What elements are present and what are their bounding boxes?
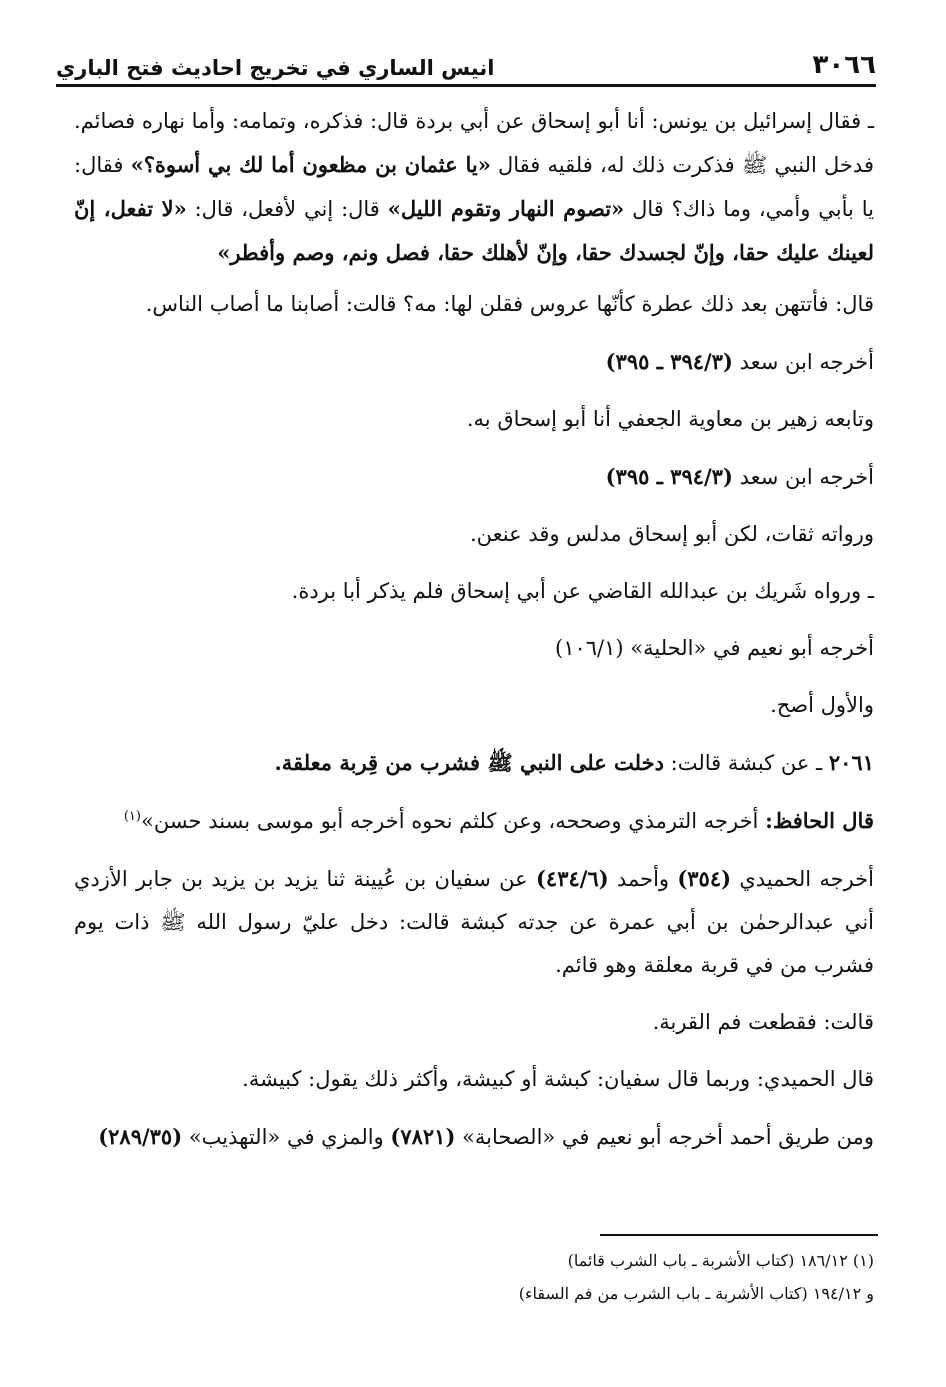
text-run: وأحمد: [608, 867, 678, 891]
text-run: ـ عن كبشة قالت:: [663, 751, 829, 775]
text-run: فقال: يا بأبي وأمي، وما ذاك؟ قال: [74, 153, 875, 221]
hadith-number: ٢٠٦١: [828, 750, 874, 775]
bold-quote: «لا تفعل، إنّ لعينك عليك حقا، وإنّ لجسدك حقا، وإنّ لأهلك حقا، فصل ونم، وصم وأفطر»: [74, 196, 874, 265]
text-run: أخرجه ابن سعد: [732, 465, 874, 489]
reference: (٣٩٤/٣ ـ ٣٩٥): [605, 349, 733, 374]
bold-quote: «يا عثمان بن مظعون أما لك بي أسوة؟»: [130, 152, 491, 177]
bold-quote: «تصوم النهار وتقوم الليل»: [387, 196, 625, 221]
page-number: ٣٠٦٦: [812, 50, 876, 80]
book-title: انيس الساري في تخريج احاديث فتح الباري: [56, 56, 495, 80]
hafiz-label: قال الحافظ:: [765, 808, 874, 833]
main-text: [74, 100, 874, 1173]
running-header: [56, 40, 876, 80]
reference: (٣٥٤): [677, 866, 732, 891]
text-run: أخرجه ابن سعد: [732, 350, 874, 374]
paragraph-israil: [74, 100, 874, 275]
paragraph-hafiz: [74, 799, 874, 843]
footnote-1-line-1: (١) ١٨٦/١٢ (كتاب الأشربة ـ باب الشرب قائما): [567, 1251, 874, 1270]
paragraph-ibn-saad-1: [74, 340, 874, 384]
reference: (٧٨٢١): [390, 1124, 456, 1149]
text-run: قال: إني لأفعل، قال:: [186, 197, 388, 221]
paragraph-ibn-saad-2: [74, 455, 874, 499]
text-run: والمزي في «التهذيب»: [182, 1125, 391, 1149]
paragraph-first-correct: والأول أصح.: [770, 693, 874, 717]
reference: (٢٨٩/٣٥): [98, 1124, 183, 1149]
paragraph-humaydi-said: قال الحميدي: وربما قال سفيان: كبشة أو كبيشة، وأكثر ذلك يقول: كبيشة.: [242, 1067, 874, 1091]
hadith-text: دخلت على النبي ﷺ فشرب من قِربة معلقة.: [274, 750, 664, 775]
hadith-2061: [74, 741, 874, 785]
footnotes: [400, 1244, 874, 1310]
text-run: أخرجه الترمذي وصححه، وعن كلثم نحوه أخرجه أبو موسى بسند حسن»: [140, 809, 766, 833]
paragraph-sharik: ـ ورواه شَريك بن عبدالله القاضي عن أبي إسحاق فلم يذكر أبا بردة.: [291, 579, 874, 603]
text-run: ـ فقال إسرائيل بن يونس: أنا أبو إسحاق عن أبي بردة قال: فذكره، وتمامه: وأما نهاره فصائم. فدخل النبي ﷺ فذكرت ذلك له، فلقيه فقال: [74, 109, 874, 177]
header-rule: [56, 84, 876, 87]
paragraph-perfume: قال: فأتتهن بعد ذلك عطرة كأنّها عروس فقلن لها: مه؟ قالت: أصابنا ما أصاب الناس.: [145, 292, 874, 316]
paragraph-ahmad-route: [74, 1115, 874, 1159]
footnote-1-line-2: و ١٩٤/١٢ (كتاب الأشربة ـ باب الشرب من فم السقاء): [518, 1284, 874, 1303]
paragraph-zuhair: وتابعه زهير بن معاوية الجعفي أنا أبو إسحاق به.: [466, 407, 874, 431]
text-run: ومن طريق أحمد أخرجه أبو نعيم في «الصحابة»: [455, 1125, 874, 1149]
footnote-rule: [600, 1234, 878, 1236]
paragraph-abu-nuaym: أخرجه أبو نعيم في «الحلية» (١٠٦/١): [554, 636, 874, 660]
reference: (٣٩٤/٣ ـ ٣٩٥): [605, 464, 733, 489]
text-run: أخرجه الحميدي: [731, 867, 874, 891]
paragraph-cut-mouth: قالت: فقطعت فم القربة.: [652, 1010, 874, 1034]
text-run: عن سفيان بن عُيينة ثنا يزيد بن يزيد بن جابر الأزدي أني عبدالرحمٰن بن أبي عمرة عن جدته كبشة قالت: دخل عليّ رسول الله ﷺ ذات يوم فشرب من في قربة معلقة وهو قائم.: [74, 867, 874, 977]
reference: (٤٣٤/٦): [535, 866, 609, 891]
paragraph-narrators: ورواته ثقات، لكن أبو إسحاق مدلس وقد عنعن.: [470, 522, 874, 546]
footnote-marker: (١): [123, 809, 141, 824]
paragraph-humaydi-ahmad: [74, 857, 874, 987]
